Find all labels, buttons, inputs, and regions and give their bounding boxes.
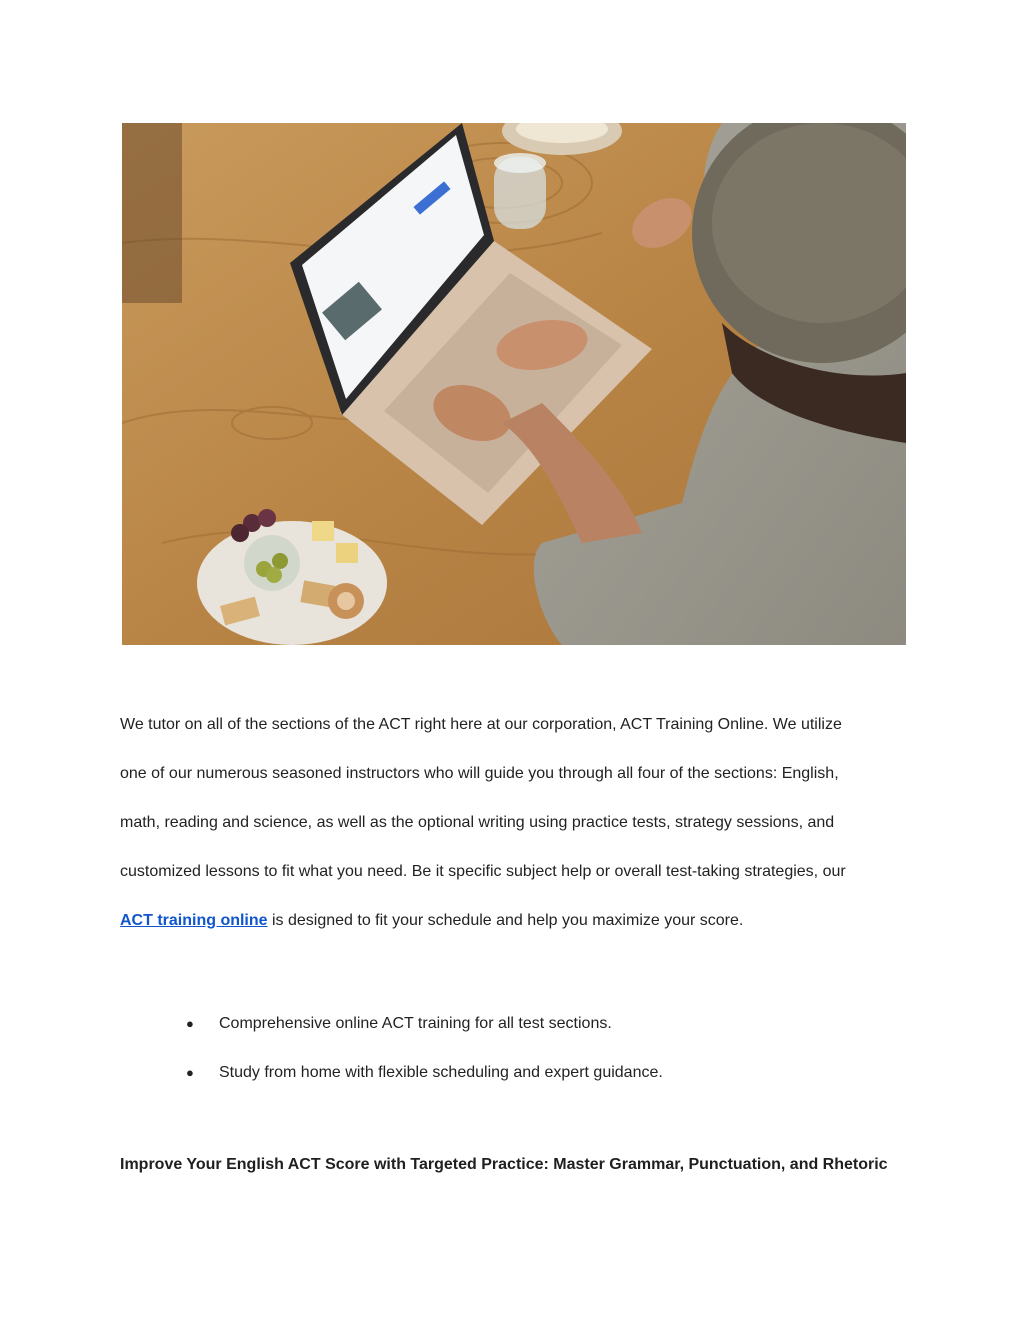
laptop-photo-icon <box>122 123 906 645</box>
paragraph-line <box>120 896 910 945</box>
bullet-icon: ● <box>186 1065 194 1080</box>
list-item <box>186 1048 663 1097</box>
hero-photo <box>122 123 906 645</box>
feature-list <box>186 999 663 1097</box>
paragraph-line-rest: is designed to fit your schedule and help you maximize your score. <box>267 912 744 929</box>
act-training-online-link[interactable]: ACT training online <box>120 912 268 929</box>
paragraph-line: customized lessons to fit what you need. Be it specific subject help or overall test-taking strategies, our <box>120 863 846 880</box>
list-item <box>186 999 663 1048</box>
bullet-icon: ● <box>186 1016 194 1031</box>
list-item-text: Study from home with flexible scheduling and expert guidance. <box>219 1064 663 1081</box>
intro-paragraph <box>120 700 910 945</box>
list-item-text: Comprehensive online ACT training for all test sections. <box>219 1015 612 1032</box>
paragraph-line: math, reading and science, as well as the optional writing using practice tests, strategy sessions, and <box>120 814 835 831</box>
paragraph-line: one of our numerous seasoned instructors who will guide you through all four of the sections: English, <box>120 765 839 782</box>
section-heading: Improve Your English ACT Score with Targeted Practice: Master Grammar, Punctuation, and Rhetoric <box>120 1156 888 1173</box>
paragraph-line: We tutor on all of the sections of the ACT right here at our corporation, ACT Training Online. We utilize <box>120 716 842 733</box>
